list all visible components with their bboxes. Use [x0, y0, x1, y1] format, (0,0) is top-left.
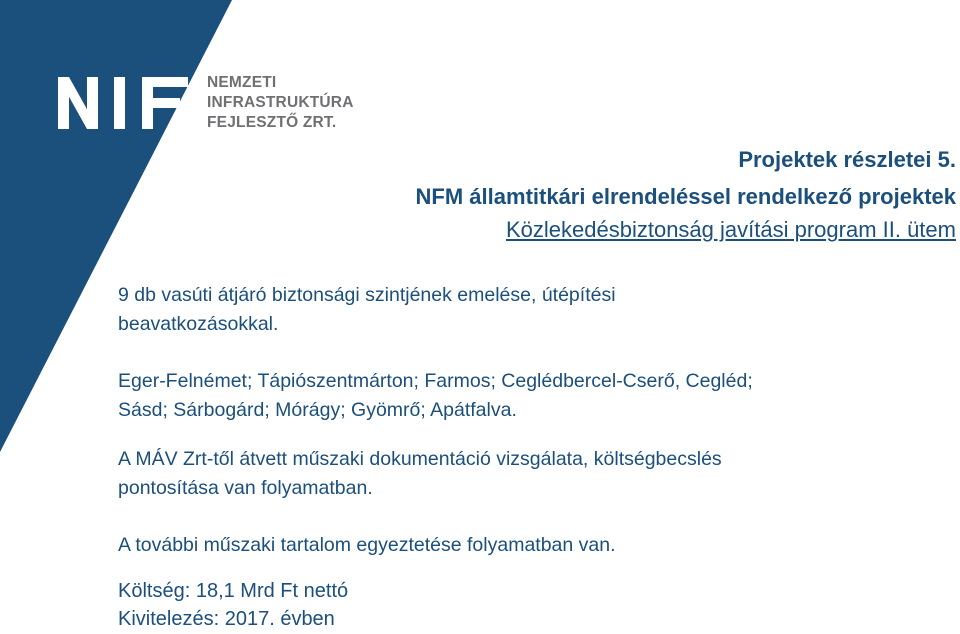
page-title: Projektek részletei 5. — [738, 147, 956, 172]
nif-logo-icon — [58, 74, 190, 132]
paragraph-coordination — [118, 531, 616, 560]
paragraph-locations-line-1: Eger-Felnémet; Tápiószentmárton; Farmos; Ceglédbercel-Cserő, Cegléd; — [118, 370, 753, 392]
paragraph-documentation — [118, 445, 722, 503]
logo-line-1: NEMZETI — [207, 74, 277, 91]
page-subtitle-1: NFM államtitkári elrendeléssel rendelkező projektek — [415, 184, 956, 209]
header — [416, 143, 956, 246]
page-subtitle-2: Közlekedésbiztonság javítási program II. ütem — [505, 217, 956, 242]
paragraph-scope-line-2: beavatkozásokkal. — [118, 313, 279, 335]
logo-line-2: INFRASTRUKTÚRA — [207, 94, 354, 111]
paragraph-locations — [118, 367, 753, 425]
cost-and-schedule — [118, 577, 348, 633]
paragraph-documentation-line-2: pontosítása van folyamatban. — [118, 477, 373, 499]
paragraph-locations-line-2: Sásd; Sárbogárd; Mórágy; Gyömrő; Apátfalva. — [118, 399, 517, 421]
logo-line-3: FEJLESZTŐ ZRT. — [207, 114, 337, 131]
execution-line: Kivitelezés: 2017. évben — [118, 608, 335, 630]
cost-line: Költség: 18,1 Mrd Ft nettó — [118, 580, 349, 602]
paragraph-scope-line-1: 9 db vasúti átjáró biztonsági szintjének emelése, útépítési — [118, 284, 616, 306]
logo-wordmark — [207, 73, 354, 133]
paragraph-scope — [118, 281, 616, 339]
paragraph-documentation-line-1: A MÁV Zrt-től átvett műszaki dokumentáció vizsgálata, költségbecslés — [118, 448, 722, 470]
paragraph-coordination-line: A további műszaki tartalom egyeztetése folyamatban van. — [118, 534, 616, 556]
